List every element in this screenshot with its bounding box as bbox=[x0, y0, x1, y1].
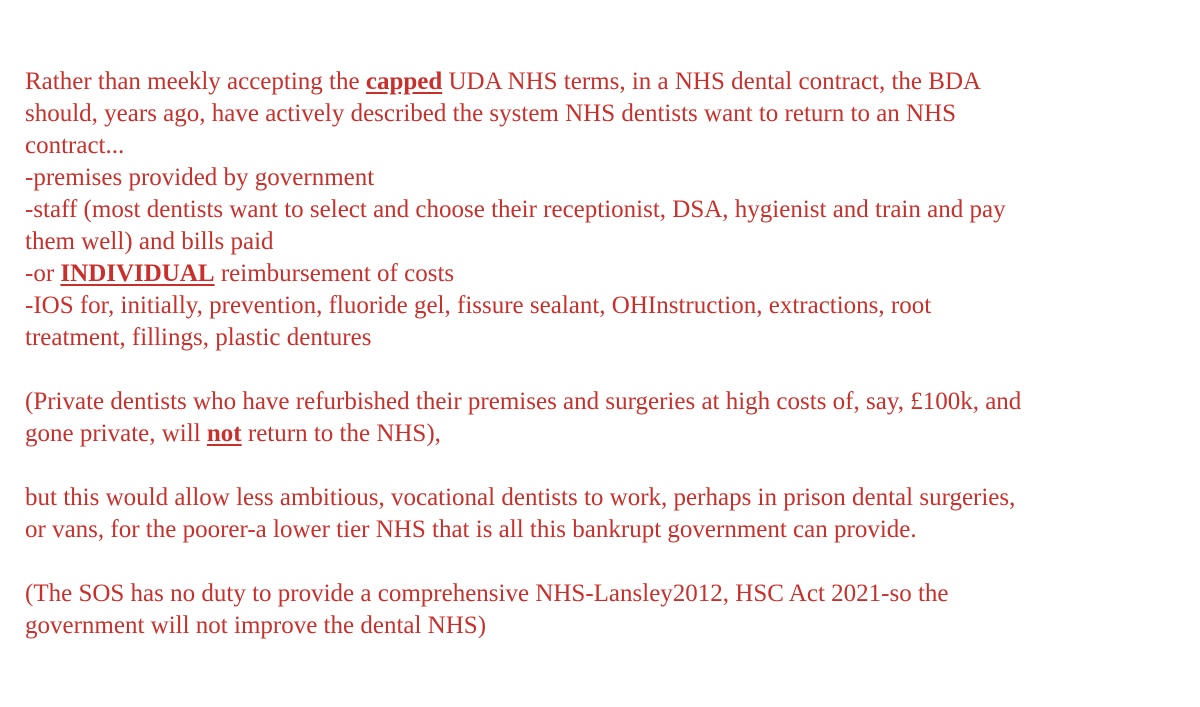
text-line: (The SOS has no duty to provide a comprehensive NHS-Lansley2012, HSC Act 2021-so the bbox=[25, 580, 949, 607]
paragraph-spacer bbox=[25, 546, 1175, 578]
list-item-ios: -IOS for, initially, prevention, fluoride gel, fissure sealant, OHInstruction, extractions, root bbox=[25, 292, 932, 319]
document-body bbox=[25, 66, 1175, 642]
emphasis-capped: capped bbox=[365, 68, 443, 95]
emphasis-not: not bbox=[206, 420, 242, 447]
text-line: but this would allow less ambitious, vocational dentists to work, perhaps in prison dental surgeries, bbox=[25, 484, 1016, 511]
list-item-reimbursement: -or INDIVIDUAL reimbursement of costs bbox=[25, 260, 455, 287]
paragraph-vocational-dentists bbox=[25, 482, 1175, 546]
list-item-staff-continued: them well) and bills paid bbox=[25, 228, 274, 255]
list-item-ios-continued: treatment, fillings, plastic dentures bbox=[25, 324, 372, 351]
text-line: (Private dentists who have refurbished their premises and surgeries at high costs of, say, £100k, and bbox=[25, 388, 1022, 415]
paragraph-private-dentists bbox=[25, 386, 1175, 450]
text-line: contract... bbox=[25, 132, 125, 159]
paragraph-spacer bbox=[25, 450, 1175, 482]
text-line: government will not improve the dental NHS) bbox=[25, 612, 487, 639]
paragraph-sos-duty bbox=[25, 578, 1175, 642]
list-item-staff: -staff (most dentists want to select and choose their receptionist, DSA, hygienist and train and pay bbox=[25, 196, 1006, 223]
text-line: Rather than meekly accepting the capped UDA NHS terms, in a NHS dental contract, the BDA bbox=[25, 68, 982, 95]
text-line: gone private, will not return to the NHS), bbox=[25, 420, 441, 447]
paragraph-intro bbox=[25, 66, 1175, 162]
requirements-list bbox=[25, 162, 1175, 354]
text-line: should, years ago, have actively described the system NHS dentists want to return to an NHS bbox=[25, 100, 957, 127]
list-item-premises: -premises provided by government bbox=[25, 164, 375, 191]
text-line: or vans, for the poorer-a lower tier NHS that is all this bankrupt government can provide. bbox=[25, 516, 917, 543]
emphasis-individual: INDIVIDUAL bbox=[60, 260, 215, 287]
paragraph-spacer bbox=[25, 354, 1175, 386]
